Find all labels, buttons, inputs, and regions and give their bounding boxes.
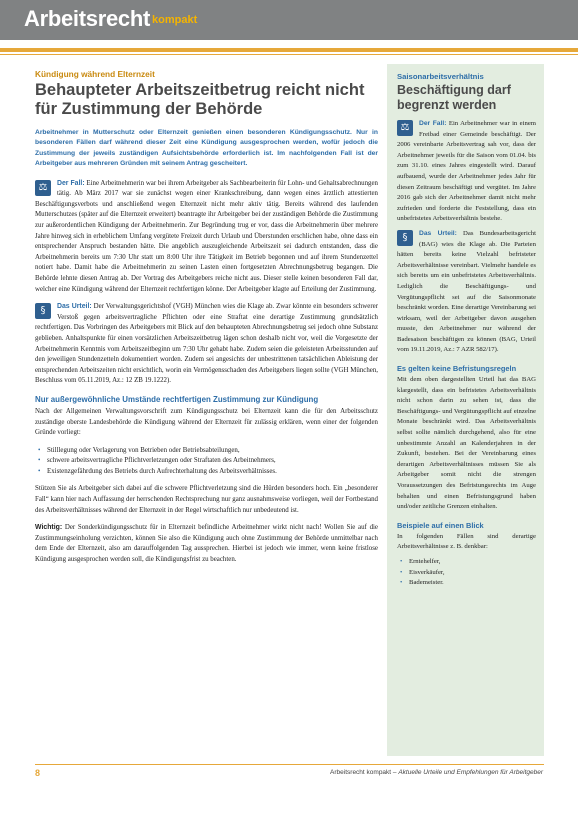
list-item: • Erntehelfer, bbox=[409, 557, 536, 568]
support-paragraph: Stützen Sie als Arbeitgeber sich dabei auf die schwere Pflichtverletzung sind die Hürden besonders hoch. Ein „besonderer Fall“ kann hier nach Auffassung der herrschenden Rechtsprechung nur ganz ausnahmsweise vorliegen, weil der Fortbestand des Arbeitsverhältnisses während der Elternzeit in der Regel wirtschaftlich nur unbedeutend ist. bbox=[35, 485, 378, 514]
list-item: • Stilllegung oder Verlagerung von Betrieben oder Betriebsabteilungen, bbox=[47, 446, 378, 457]
scales-icon: ⚖ bbox=[35, 180, 51, 196]
sidebar-section-heading: Es gelten keine Befristungsregeln bbox=[397, 364, 517, 374]
important-text: Der Sonderkündigungsschutz für in Elternzeit befindliche Arbeitnehmer wirkt nicht nach! Wollen Sie auf die Zustimmungseinholung verzichten, können Sie also die Kündigung auch ohne Zustimmung der Behörde unmittelbar nach dem Ende der Elternzeit, also am darauffolgenden Tag aussprechen. Hierbei ist jedoch wie immer, wenn keine fristlose Kündigung ausgesprochen werden soll, die Kündigungsfrist zu beachten. bbox=[35, 524, 378, 564]
list-item: • Eisverkäufer, bbox=[409, 568, 536, 579]
sidebar-case-label: Der Fall: bbox=[419, 120, 447, 127]
masthead-title: Arbeitsrecht bbox=[24, 6, 150, 31]
verdict-label: Das Urteil: bbox=[57, 303, 92, 311]
verdict-paragraph bbox=[35, 302, 378, 387]
section-heading: Nur außergewöhnliche Umstände rechtfertigen Zustimmung zur Kündigung bbox=[35, 394, 319, 404]
article-lead: Arbeitnehmer in Mutterschutz oder Elternzeit genießen einen besonderen Kündigungsschutz. Nur in besonderen Fällen darf während dieser Zeit eine Kündigung ausgesprochen werden, wofür jedoch die Zustimmung der jeweils zuständigen Aufsichtsbehörde erforderlich ist. Im nachfolgenden Fall ist der Arbeitgeber aus mehreren Gründen mit seinem Antrag gescheitert. bbox=[35, 129, 378, 168]
footer-separator: – bbox=[391, 769, 399, 776]
article-headline: Behaupteter Arbeitszeitbetrug reicht nicht für Zustimmung der Behörde bbox=[35, 81, 365, 118]
footer-tagline bbox=[330, 769, 543, 776]
sidebar-verdict-paragraph bbox=[397, 229, 536, 356]
article-kicker: Kündigung während Elternzeit bbox=[35, 69, 155, 79]
sidebar-case-paragraph bbox=[397, 119, 536, 225]
masthead-banner bbox=[0, 0, 578, 40]
verdict-text: Der Verwaltungsgerichtshof (VGH) München wies die Klage ab. Zwar könnte ein besonders schwerer Verstoß gegen arbeitsvertragliche Pflichten oder eine Straftat eine derartige Zustimmung grundsätzlich rechtfertigen. Das Vorbringen des Arbeitgebers mit Blick auf den behaupteten Abrechnungsbetrug sei jedoch ohne Substanz geblieben. Anhaltspunkte für einen vorsätzlichen Arbeitszeitbetrug lägen schon deshalb nicht vor, weil die Vorgesetzte der Arbeitnehmerin Kenntnis vom Arbeitszeitbeginn um 7:30 Uhr gehabt habe. Zudem seien die geleisteten Arbeitsstunden auf den jeweiligen Stundenzetteln dokumentiert worden. Zudem sei angesichts der unbestrittenen tatsächlichen Ableistung der entsprechenden Arbeitszeiten nicht ersichtlich, worin ein Vermögensschaden des Arbeitgebers liegen sollte (VGH München, Beschluss vom 05.11.2019, Az.: 12 ZB 19.1222). bbox=[35, 303, 378, 385]
sidebar-box bbox=[387, 64, 544, 756]
scales-icon: ⚖ bbox=[397, 120, 413, 136]
page-number: 8 bbox=[35, 768, 41, 778]
reasons-list bbox=[35, 446, 378, 478]
main-article bbox=[35, 64, 378, 573]
header-rule-thin bbox=[0, 54, 578, 55]
sidebar-examples-intro: In folgenden Fällen sind derartige Arbeitsverhältnisse z. B. denkbar: bbox=[397, 532, 536, 551]
paragraph-icon: § bbox=[397, 230, 413, 246]
list-item: • schwere arbeitsvertragliche Pflichtverletzungen oder Straftaten des Arbeitnehmers, bbox=[47, 456, 378, 467]
case-text: Eine Arbeitnehmerin war bei ihrem Arbeitgeber als Sachbearbeiterin für Lohn- und Gehaltsabrechnungen tätig. Ab März 2017 war sie zunächst wegen einer Krankschreibung, dann wegen eines ärztlich attestierten Beschäftigungsverbots und anschließend wegen Elternzeit nicht mehr aktiv tätig. Bereits während des laufenden Mutterschutzes (später auf die Elternzeit erweitert) beantragte ihr Arbeitgeber bei der zuständigen Behörde die Zustimmung zur außerordentlichen Kündigung der Arbeitnehmerin. Zur Begründung trug er vor, dass die Arbeitnehmerin über mehrere Jahre hinweg sich in erheblichem Umfang vergütete Freizeit durch Urlaub und Überstunden erschlichen habe, ohne dass ein entsprechender Anspruch bestanden hätte. Die angeblich auszugleichende Arbeitszeit sei dadurch entstanden, dass die Arbeitnehmerin bereits um 7:30 Uhr statt um 8:00 Uhr ihre Tätigkeit im Betrieb begonnen und auf ihrem Stundenzettel notiert habe. Damit habe die Arbeitnehmerin zu seinen Lasten einen fortgesetzten Abrechnungsbetrug begangen. Die Behörde lehnte diesen Antrag ab. Der Vortrag des Arbeitgebers reiche nicht aus. Dieser stelle keinen besonderen Fall dar, welcher eine Kündigung während der Elternzeit rechtfertigen könne. Der Arbeitgeber klagte auf Erteilung der Zustimmung. bbox=[35, 179, 378, 293]
sidebar-examples-list bbox=[397, 557, 536, 589]
paragraph-icon: § bbox=[35, 303, 51, 319]
list-item: • Bademeister. bbox=[409, 578, 536, 589]
footer-publication: Arbeitsrecht kompakt bbox=[330, 769, 392, 776]
sidebar-verdict-text: Das Bundesarbeitsgericht (BAG) wies die Klage ab. Die Parteien hätten bereits keine Vielzahl befristeter Arbeitsverhältnisse vereinbart. Vielmehr handele es sich bereits um ein unbefristetes Arbeitsverhältnis. Lediglich die Beschäftigungs- und Vergütungspflicht sei auf die Saisonmonate beschränkt worden. Eine derartige Vereinbarung sei wirksam, weil der Arbeitgeber davon ausgehen musste, den Arbeitnehmer nur während der Badesaison beschäftigen zu können (BAG, Urteil vom 19.11.2019, Az.: 7 AZR 582/17). bbox=[397, 229, 537, 354]
sidebar-section-paragraph: Mit dem oben dargestellten Urteil hat das BAG klargestellt, dass ein befristetes Arbeitsverhältnis nicht schon darin zu sehen ist, dass die Beschäftigungs- und Vergütungspflicht auf einzelne Monate beschränkt wird. Das Arbeitsverhältnis selbst sollte nämlich durchgehend, also für eine unbestimmte Anzahl an Kalenderjahren in der Zukunft, bestehen. Bei der Vereinbarung eines derartigen Arbeitsverhältnisses müssen Sie als Arbeitgeber somit nicht die strengen Voraussetzungen des Befristungsrechts im Auge behalten und einen Befristungsgrund haben und/oder zeitliche Grenzen einhalten. bbox=[397, 376, 536, 511]
section-paragraph: Nach der Allgemeinen Verwaltungsvorschrift zum Kündigungsschutz bei Elternzeit kann die für den Arbeitsschutz zuständige oberste Landesbehörde die Kündigung während der Elternzeit für zulässig erklären, wenn einer der folgenden Gründe vorliegt: bbox=[35, 407, 378, 437]
sidebar-case-text: Ein Arbeitnehmer war in einem Freibad einer Gemeinde beschäftigt. Der 2006 vereinbarte Arbeitsvertrag sah vor, dass der Arbeitnehmer jeweils für die Saison vom 01.04. bis zum 31.10. eines Jahres eingestellt wird. Darauf aufbauend, wurde der Arbeitnehmer jedes Jahr für diesen Zeitraum beschäftigt und vergütet. Im Jahre 2016 gab sich der Arbeitnehmer damit nicht mehr zufrieden und forderte die Feststellung, dass ein unbefristetes Arbeitsverhältnis bestehe. bbox=[397, 120, 537, 223]
important-label: Wichtig: bbox=[35, 524, 63, 532]
footer-subtitle: Aktuelle Urteile und Empfehlungen für Arbeitgeber bbox=[398, 769, 543, 776]
important-paragraph bbox=[35, 523, 378, 565]
sidebar-verdict-label: Das Urteil: bbox=[419, 229, 457, 237]
masthead-subtitle: kompakt bbox=[152, 14, 198, 26]
sidebar-kicker: Saisonarbeitsverhältnis bbox=[397, 72, 484, 81]
sidebar-examples-heading: Beispiele auf einen Blick bbox=[397, 520, 484, 530]
header-rule bbox=[0, 48, 578, 52]
list-item: • Existenzgefährdung des Betriebs durch Aufrechterhaltung des Arbeitsverhältnisses. bbox=[47, 467, 378, 478]
footer-rule bbox=[35, 764, 544, 765]
sidebar-headline: Beschäftigung darf begrenzt werden bbox=[397, 83, 511, 112]
case-label: Der Fall: bbox=[57, 179, 85, 187]
case-paragraph bbox=[35, 179, 378, 296]
